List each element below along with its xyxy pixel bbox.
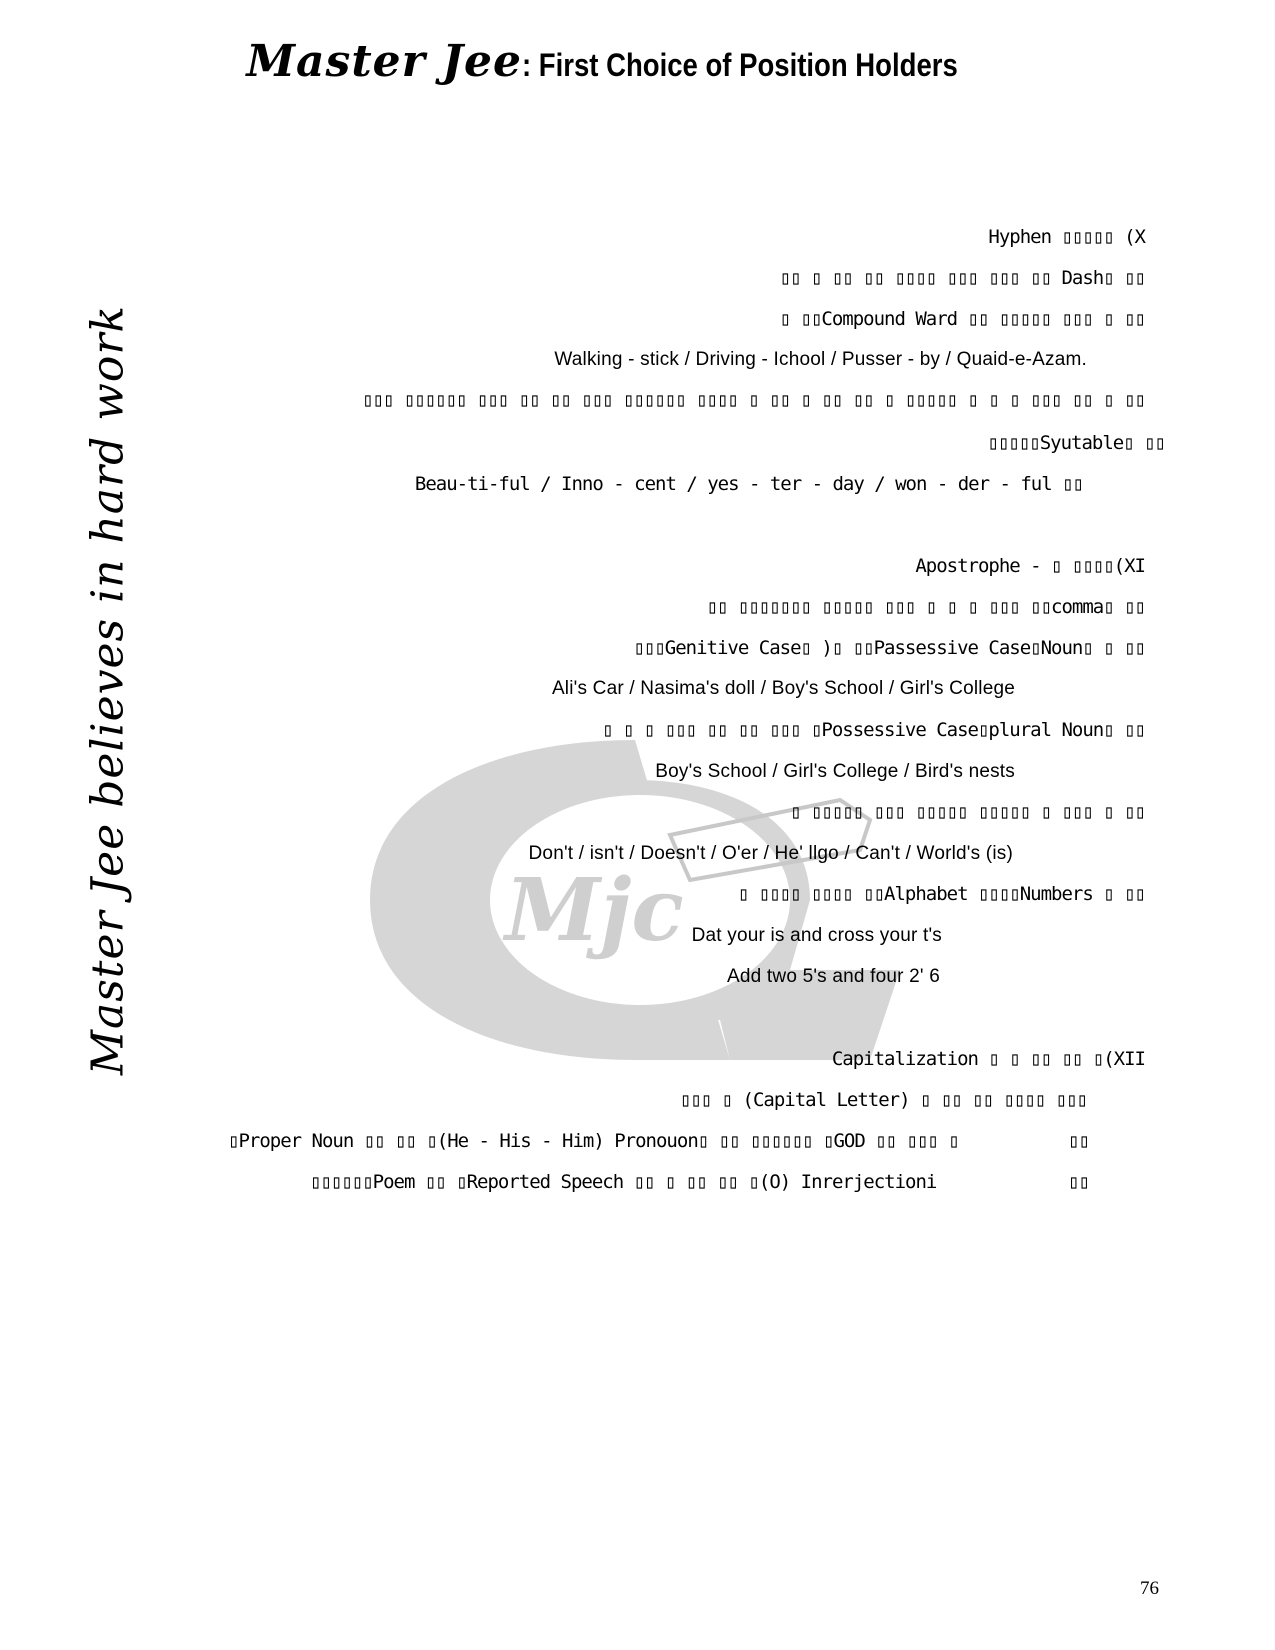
example-line: Ali's Car / Nasima's doll / Boy's School / Girl's College bbox=[551, 678, 1015, 699]
text-line: ▯▯▯▯▯Syutable▯ ▯▯ bbox=[987, 432, 1165, 454]
text-line: ▯ ▯▯▯▯ ▯▯▯▯ ▯▯Alphabet ▯▯▯▯Numbers ▯ ▯▯ bbox=[737, 883, 1145, 905]
example-line: Don't / isn't / Doesn't / O'er / He' llgo / Can't / World's (is) bbox=[528, 843, 1013, 864]
text-line: ▯ ▯▯▯▯▯ ▯▯▯ ▯▯▯▯▯ ▯▯▯▯▯ ▯ ▯▯▯ ▯ ▯▯ bbox=[790, 801, 1145, 823]
text-line-end: ▯▯ bbox=[1068, 1171, 1089, 1193]
capitalization-heading: Capitalization ▯ ▯ ▯▯ ▯▯ ▯(XII bbox=[831, 1048, 1145, 1070]
text-line: ▯ ▯ ▯ ▯▯▯ ▯▯ ▯▯ ▯▯▯ ▯Possessive Case▯plural Noun▯ ▯▯ bbox=[602, 719, 1145, 741]
example-line: Add two 5's and four 2' 6 bbox=[727, 966, 940, 987]
text-line: ▯ ▯▯Compound Ward ▯▯ ▯▯▯▯▯ ▯▯▯ ▯ ▯▯ bbox=[779, 308, 1145, 330]
text-line: ▯▯ ▯▯▯▯▯▯▯ ▯▯▯▯▯ ▯▯▯ ▯ ▯ ▯ ▯▯▯ ▯▯comma▯ ▯▯ bbox=[706, 596, 1145, 618]
text-line: ▯▯ ▯ ▯▯ ▯▯ ▯▯▯▯ ▯▯▯ ▯▯▯ ▯▯ Dash▯ ▯▯ bbox=[779, 267, 1145, 289]
example-line: Beau-ti-ful / Inno - cent / yes - ter - day / won - der - ful ▯▯ bbox=[414, 473, 1083, 495]
text-line-end: ▯▯ bbox=[1068, 1130, 1089, 1152]
brand-name: Master Jee bbox=[246, 36, 522, 87]
text-line: ▯▯▯ ▯ (Capital Letter) ▯ ▯▯ ▯▯ ▯▯▯▯ ▯▯▯ bbox=[679, 1089, 1087, 1111]
example-line: Boy's School / Girl's College / Bird's nests bbox=[655, 761, 1015, 782]
text-line: ▯▯▯Genitive Case▯ )▯ ▯▯Passessive Case▯Noun▯ ▯ ▯▯ bbox=[633, 637, 1145, 659]
text-line: ▯▯▯▯▯▯Poem ▯▯ ▯Reported Speech ▯▯ ▯ ▯▯ ▯▯ ▯(O) Inrerjectioni bbox=[310, 1171, 937, 1193]
page-number: 76 bbox=[1140, 1578, 1159, 1599]
watermark-monogram: Mjc bbox=[505, 860, 684, 961]
header-tagline: : First Choice of Position Holders bbox=[521, 47, 958, 83]
example-line: Walking - stick / Driving - Ichool / Pusser - by / Quaid-e-Azam. bbox=[554, 349, 1087, 370]
text-line: ▯Proper Noun ▯▯ ▯▯ ▯(He - His - Him) Pronouon▯ ▯▯ ▯▯▯▯▯▯ ▯GOD ▯▯ ▯▯▯ ▯ bbox=[228, 1130, 959, 1152]
side-motto: Master Jee believes in hard work bbox=[82, 304, 134, 1076]
example-line: Dat your is and cross your t's bbox=[691, 925, 942, 946]
text-line: ▯▯▯ ▯▯▯▯▯▯ ▯▯▯ ▯▯ ▯▯ ▯▯▯ ▯▯▯▯▯▯ ▯▯▯▯ ▯ ▯▯ ▯ ▯▯ ▯▯ ▯ ▯▯▯▯▯ ▯ ▯ ▯ ▯▯▯ ▯▯ ▯ ▯▯ bbox=[362, 389, 1145, 411]
apostrophe-heading: Apostrophe - ▯ ▯▯▯▯(XI bbox=[915, 555, 1145, 577]
page-header bbox=[0, 36, 1275, 87]
hyphen-heading: Hyphen ▯▯▯▯▯ (X bbox=[988, 226, 1145, 248]
